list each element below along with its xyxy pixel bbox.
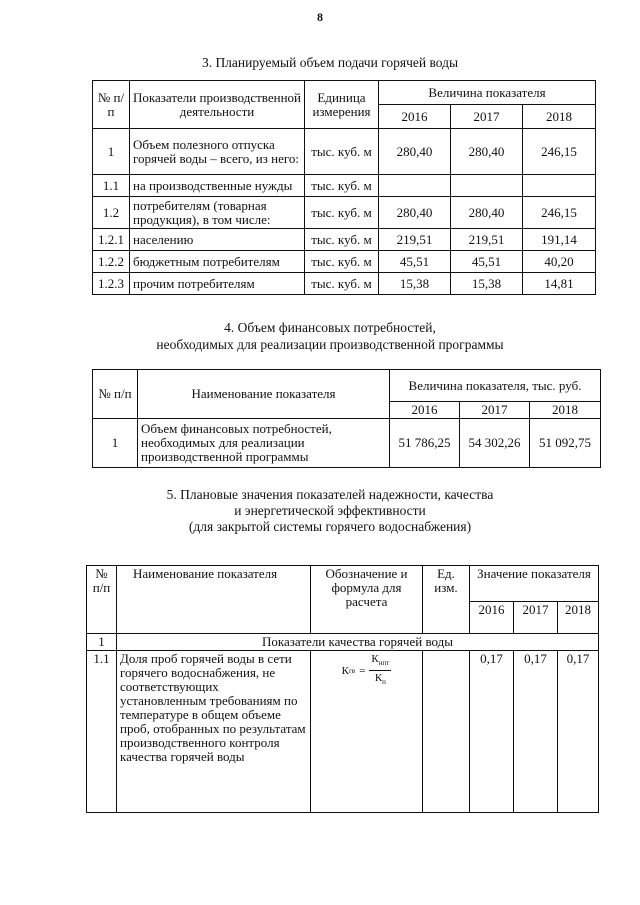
cell-name: населению	[130, 229, 305, 251]
cell-value: 219,51	[451, 229, 523, 251]
table-row	[93, 229, 596, 251]
cell-value: 40,20	[523, 251, 596, 273]
table-row	[93, 175, 596, 197]
table-row	[93, 419, 601, 468]
header-name: Наименование показателя	[117, 566, 311, 634]
header-num: № п/п	[93, 81, 130, 129]
cell-name: Объем финансовых потребностей, необходимых для реализации производственной программы	[138, 419, 390, 468]
cell-value: 0,17	[514, 651, 558, 813]
header-unit: Единица измерения	[305, 81, 379, 129]
cell-num: 1.2.3	[93, 273, 130, 295]
cell-unit: тыс. куб. м	[305, 251, 379, 273]
header-year: 2018	[558, 602, 599, 634]
formula-num: К	[371, 653, 379, 665]
cell-unit	[423, 651, 470, 813]
header-year: 2018	[530, 402, 601, 419]
cell-value: 51 092,75	[530, 419, 601, 468]
cell-value: 246,15	[523, 129, 596, 175]
cell-num: 1	[93, 419, 138, 468]
cell-name: потребителям (товарная продукция), в том числе:	[130, 197, 305, 229]
cell-value: 54 302,26	[460, 419, 530, 468]
table-row	[93, 273, 596, 295]
formula-den-sub: п	[382, 678, 386, 687]
cell-formula	[311, 651, 423, 813]
header-year: 2016	[379, 105, 451, 129]
section5-table	[86, 565, 599, 813]
formula	[342, 652, 392, 689]
cell-unit: тыс. куб. м	[305, 197, 379, 229]
cell-unit: тыс. куб. м	[305, 129, 379, 175]
cell-value: 15,38	[451, 273, 523, 295]
cell-value	[379, 175, 451, 197]
cell-name: на производственные нужды	[130, 175, 305, 197]
section4-table	[92, 369, 601, 468]
group-label: Показатели качества горячей воды	[117, 634, 599, 651]
cell-value: 280,40	[451, 197, 523, 229]
section5-title-line2: и энергетической эффективности	[234, 503, 426, 518]
cell-value: 0,17	[470, 651, 514, 813]
header-value: Значение показателя	[470, 566, 599, 602]
cell-name: Доля проб горячей воды в сети горячего водоснабжения, не соответствующих установленным требованиям по температуре в общем объеме проб, отобранных по результатам производственного контроля качества горячей воды	[117, 651, 311, 813]
header-year: 2017	[451, 105, 523, 129]
cell-name: Объем полезного отпуска горячей воды – всего, из него:	[130, 129, 305, 175]
table-row	[87, 651, 599, 813]
cell-num: 1.1	[93, 175, 130, 197]
cell-unit: тыс. куб. м	[305, 175, 379, 197]
cell-value: 0,17	[558, 651, 599, 813]
header-num: № п/п	[87, 566, 117, 634]
cell-value: 280,40	[379, 197, 451, 229]
table-row	[93, 129, 596, 175]
cell-value: 280,40	[451, 129, 523, 175]
cell-unit: тыс. куб. м	[305, 273, 379, 295]
cell-name: прочим потребителям	[130, 273, 305, 295]
section4-title-line1: 4. Объем финансовых потребностей,	[224, 320, 436, 335]
header-year: 2016	[390, 402, 460, 419]
header-name: Наименование показателя	[138, 370, 390, 419]
cell-num: 1.1	[87, 651, 117, 813]
formula-lhs-sub: гв	[349, 666, 356, 675]
group-row	[87, 634, 599, 651]
cell-num: 1.2.1	[93, 229, 130, 251]
cell-value: 51 786,25	[390, 419, 460, 468]
cell-value: 15,38	[379, 273, 451, 295]
cell-value	[451, 175, 523, 197]
page-number: 8	[317, 10, 323, 24]
section5-title-line1: 5. Плановые значения показателей надежности, качества	[166, 487, 494, 502]
header-year: 2017	[460, 402, 530, 419]
formula-fraction	[369, 652, 391, 689]
header-formula: Обозначение и формула для расчета	[311, 566, 423, 634]
cell-value: 191,14	[523, 229, 596, 251]
header-value: Величина показателя, тыс. руб.	[390, 370, 601, 402]
cell-num: 1.2.2	[93, 251, 130, 273]
cell-value: 45,51	[379, 251, 451, 273]
section5-title-line3: (для закрытой системы горячего водоснабжения)	[188, 519, 472, 534]
header-num: № п/п	[93, 370, 138, 419]
cell-value: 45,51	[451, 251, 523, 273]
table-row	[93, 251, 596, 273]
formula-num-sub: нпт	[378, 659, 390, 668]
cell-value: 14,81	[523, 273, 596, 295]
cell-unit: тыс. куб. м	[305, 229, 379, 251]
group-num: 1	[87, 634, 117, 651]
header-year: 2018	[523, 105, 596, 129]
cell-value: 280,40	[379, 129, 451, 175]
cell-name: бюджетным потребителям	[130, 251, 305, 273]
header-year: 2016	[470, 602, 514, 634]
formula-den: К	[374, 672, 383, 685]
section3-title: 3. Планируемый объем подачи горячей воды	[201, 55, 459, 70]
cell-num: 1	[93, 129, 130, 175]
formula-eq: =	[359, 664, 366, 677]
header-year: 2017	[514, 602, 558, 634]
cell-num: 1.2	[93, 197, 130, 229]
table-row	[93, 197, 596, 229]
cell-value: 219,51	[379, 229, 451, 251]
section4-title-line2: необходимых для реализации производственной программы	[156, 337, 504, 352]
header-unit: Ед. изм.	[423, 566, 470, 634]
header-value: Величина показателя	[379, 81, 596, 105]
formula-lhs: К	[341, 664, 350, 677]
header-name: Показатели производственной деятельности	[130, 81, 305, 129]
cell-value	[523, 175, 596, 197]
cell-value: 246,15	[523, 197, 596, 229]
section3-table	[92, 80, 596, 295]
